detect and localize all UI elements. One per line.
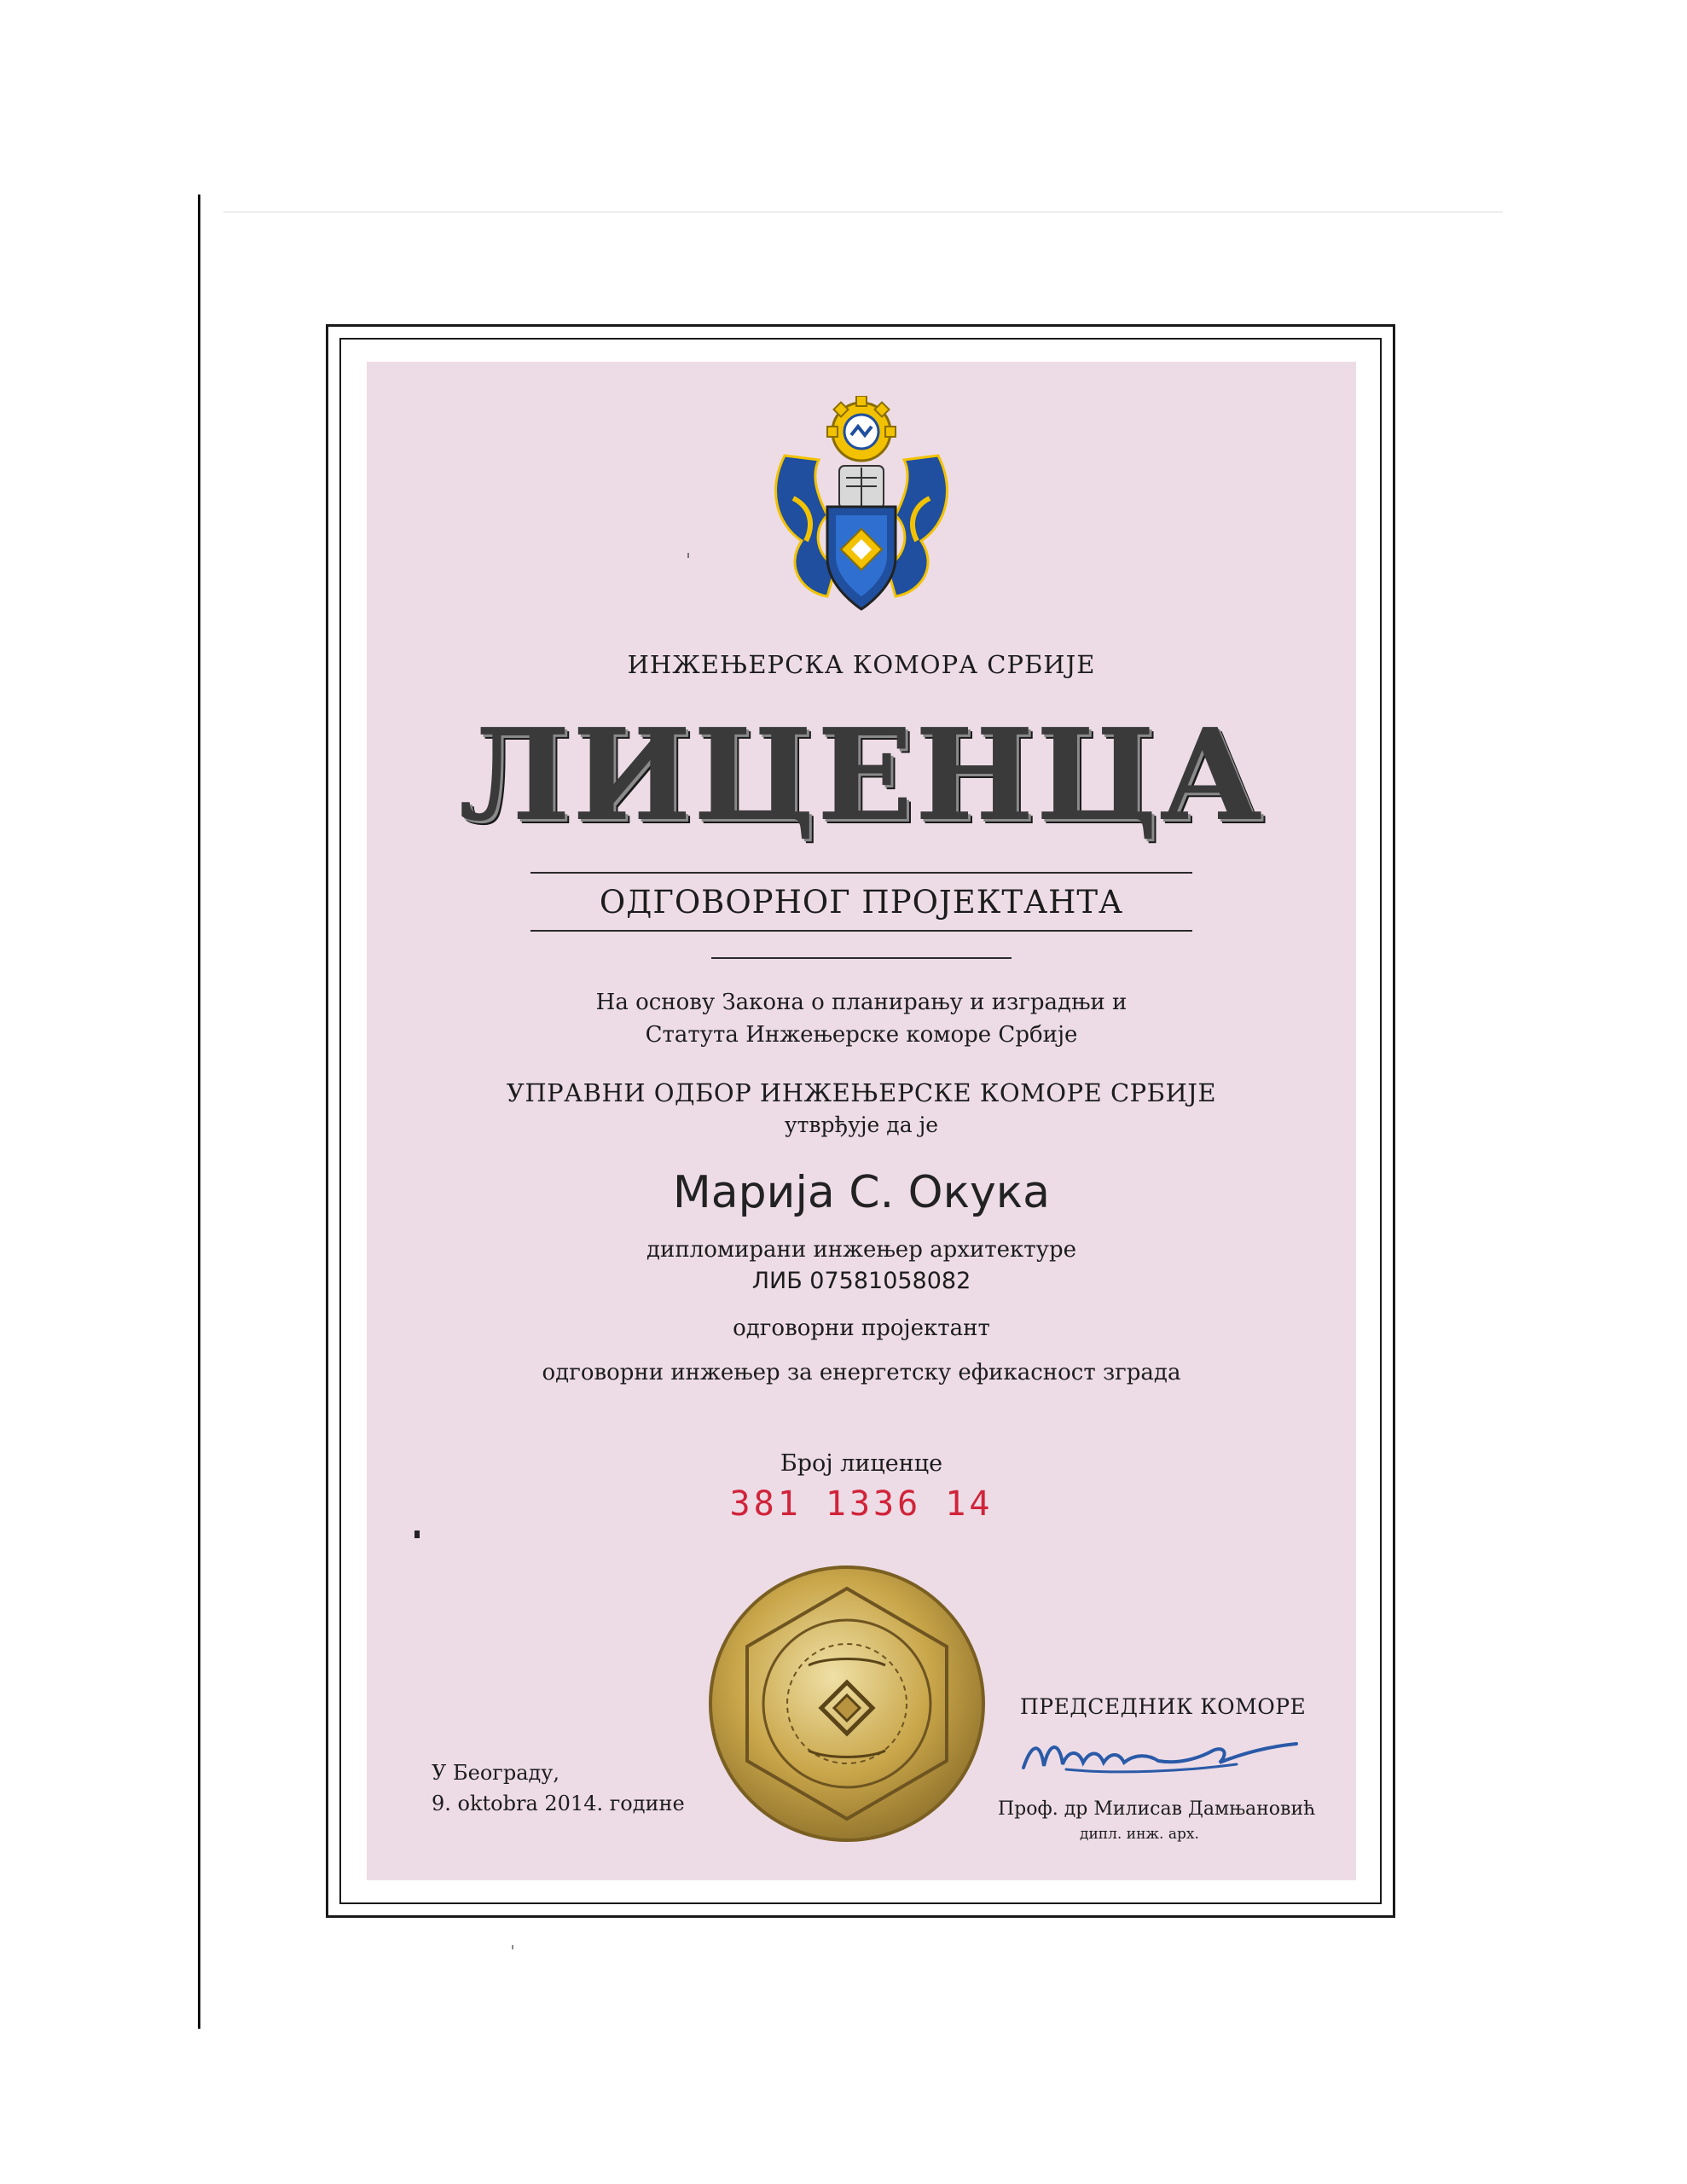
document-subtitle: ОДГОВОРНОГ ПРОЈЕКТАНТА bbox=[599, 884, 1124, 921]
scan-speck bbox=[687, 553, 689, 558]
president-name: Проф. др Милисав Дамњановић bbox=[998, 1798, 1316, 1820]
president-degree: дипл. инж. арх. bbox=[1080, 1826, 1199, 1843]
gold-seal-icon bbox=[706, 1563, 988, 1844]
short-divider bbox=[711, 957, 1012, 959]
place-and-date bbox=[432, 1757, 685, 1819]
scan-speck bbox=[512, 1945, 513, 1949]
certificate-paper bbox=[367, 362, 1356, 1880]
holder-lib-number: ЛИБ 07581058082 bbox=[751, 1268, 971, 1294]
issue-place: У Београду, bbox=[432, 1761, 560, 1785]
legal-basis-line-2: Статута Инжењерске коморе Србије bbox=[645, 1022, 1078, 1048]
holder-degree: дипломирани инжењер архитектуре bbox=[646, 1237, 1076, 1263]
scan-edge-line bbox=[198, 195, 200, 2029]
legal-basis bbox=[367, 986, 1356, 1051]
license-number-label: Број лиценце bbox=[780, 1450, 943, 1477]
issue-date: 9. oktobra 2014. године bbox=[432, 1792, 685, 1815]
organization-name: ИНЖЕЊЕРСКА КОМОРА СРБИЈЕ bbox=[627, 650, 1096, 679]
confirms-text: утврђује да је bbox=[784, 1112, 939, 1137]
president-signature bbox=[1015, 1725, 1305, 1785]
title-rule-bottom bbox=[530, 930, 1192, 932]
title-rule-top bbox=[530, 872, 1192, 874]
license-holder-name: Марија С. Окука bbox=[672, 1167, 1051, 1218]
scan-speck bbox=[415, 1531, 420, 1538]
coat-of-arms-icon bbox=[768, 396, 955, 618]
president-title: ПРЕДСЕДНИК КОМОРЕ bbox=[1020, 1694, 1307, 1719]
license-number: 381 1336 14 bbox=[729, 1484, 994, 1524]
legal-basis-line-1: На основу Закона о планирању и изградњи и bbox=[595, 990, 1128, 1015]
license-role-1: одговорни пројектант bbox=[733, 1316, 990, 1341]
document-title: ЛИЦЕНЦА bbox=[459, 700, 1264, 849]
issuing-board: УПРАВНИ ОДБОР ИНЖЕЊЕРСКЕ КОМОРЕ СРБИЈЕ bbox=[506, 1078, 1217, 1107]
license-role-2: одговорни инжењер за енергетску ефикасност зграда bbox=[542, 1360, 1181, 1385]
